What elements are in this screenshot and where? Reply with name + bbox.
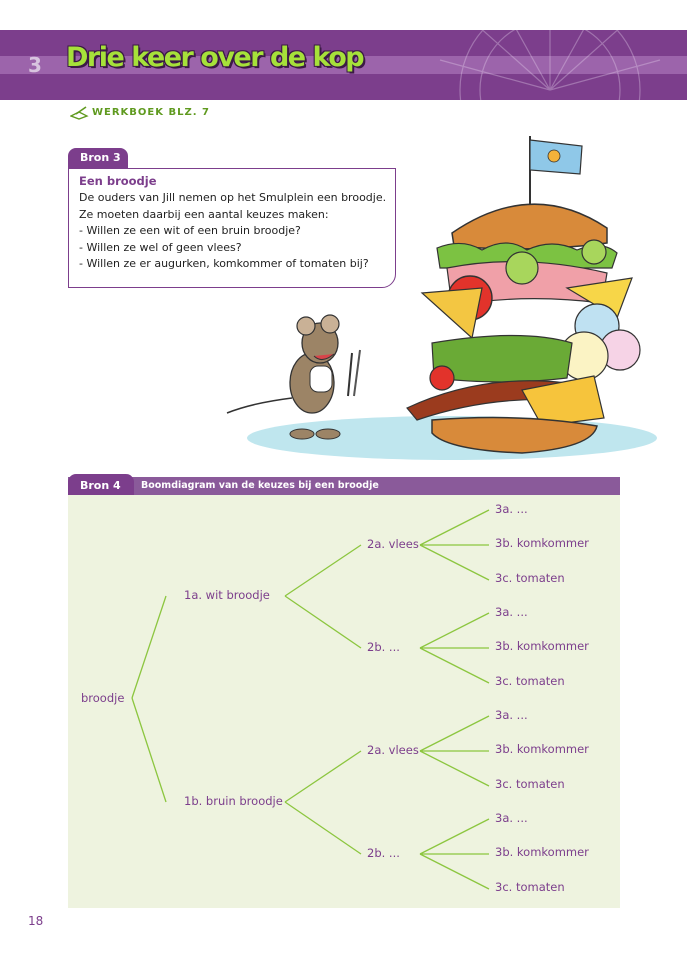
tree-node-level3: 3c. tomaten	[495, 880, 565, 894]
sandwich-mouse-illustration	[222, 128, 662, 468]
tree-node-level1: 1a. wit broodje	[184, 588, 270, 602]
tree-node-level3: 3b. komkommer	[495, 742, 589, 756]
bron3-line: - Willen ze een wit of een bruin broodje?	[79, 224, 301, 237]
page-number: 18	[28, 914, 44, 928]
bron4-subtitle: Boomdiagram van de keuzes bij een broodje	[141, 480, 379, 491]
tree-branch	[420, 716, 489, 751]
tree-node-level3: 3b. komkommer	[495, 639, 589, 653]
tree-branch	[285, 596, 361, 648]
tree-node-level2: 2b. ...	[367, 846, 400, 860]
tree-branch	[132, 596, 166, 698]
tree-branch	[285, 545, 361, 596]
tree-node-level1: 1b. bruin broodje	[184, 794, 283, 808]
pencil-book-icon	[70, 106, 90, 120]
tree-branch	[420, 648, 489, 683]
tree-node-level3: 3b. komkommer	[495, 845, 589, 859]
chapter-header	[0, 30, 687, 100]
tree-branch	[285, 751, 361, 802]
tree-node-level3: 3a. ...	[495, 502, 528, 516]
bron3-line: De ouders van Jill nemen op het Smulplein een broodje.	[79, 191, 387, 204]
tree-branch	[420, 510, 489, 545]
tree-node-level3: 3a. ...	[495, 605, 528, 619]
tree-node-level3: 3c. tomaten	[495, 777, 565, 791]
tree-branch	[285, 802, 361, 854]
bron4-tab: Bron 4	[68, 474, 134, 495]
tree-node-level2: 2a. vlees	[367, 537, 419, 551]
bron3-line: - Willen ze er augurken, komkommer of tomaten bij?	[79, 257, 369, 270]
tree-node-level3: 3b. komkommer	[495, 536, 589, 550]
tree-branch	[420, 751, 489, 786]
chapter-number: 3	[28, 53, 42, 77]
tree-node-root: broodje	[81, 691, 125, 705]
tree-branch	[420, 613, 489, 648]
tree-node-level3: 3a. ...	[495, 708, 528, 722]
tree-node-level3: 3c. tomaten	[495, 674, 565, 688]
bron3-line: Ze moeten daarbij een aantal keuzes maken:	[79, 207, 329, 221]
chapter-title: Drie keer over de kop	[66, 42, 364, 73]
workbook-reference-text: WERKBOEK BLZ. 7	[92, 107, 210, 118]
tree-branch	[420, 545, 489, 580]
tree-node-level3: 3a. ...	[495, 811, 528, 825]
tree-node-level2: 2b. ...	[367, 640, 400, 654]
bron3-line: - Willen ze wel of geen vlees?	[79, 240, 242, 254]
tree-branch	[420, 819, 489, 854]
tree-node-level2: 2a. vlees	[367, 743, 419, 757]
bron3-tab: Bron 3	[68, 148, 128, 168]
tree-node-level3: 3c. tomaten	[495, 571, 565, 585]
tree-diagram	[68, 495, 620, 908]
tree-branch	[420, 854, 489, 889]
bron3-title: Een broodje	[79, 174, 157, 188]
tree-branch	[132, 698, 166, 802]
ferris-wheel-graphic	[370, 30, 687, 100]
